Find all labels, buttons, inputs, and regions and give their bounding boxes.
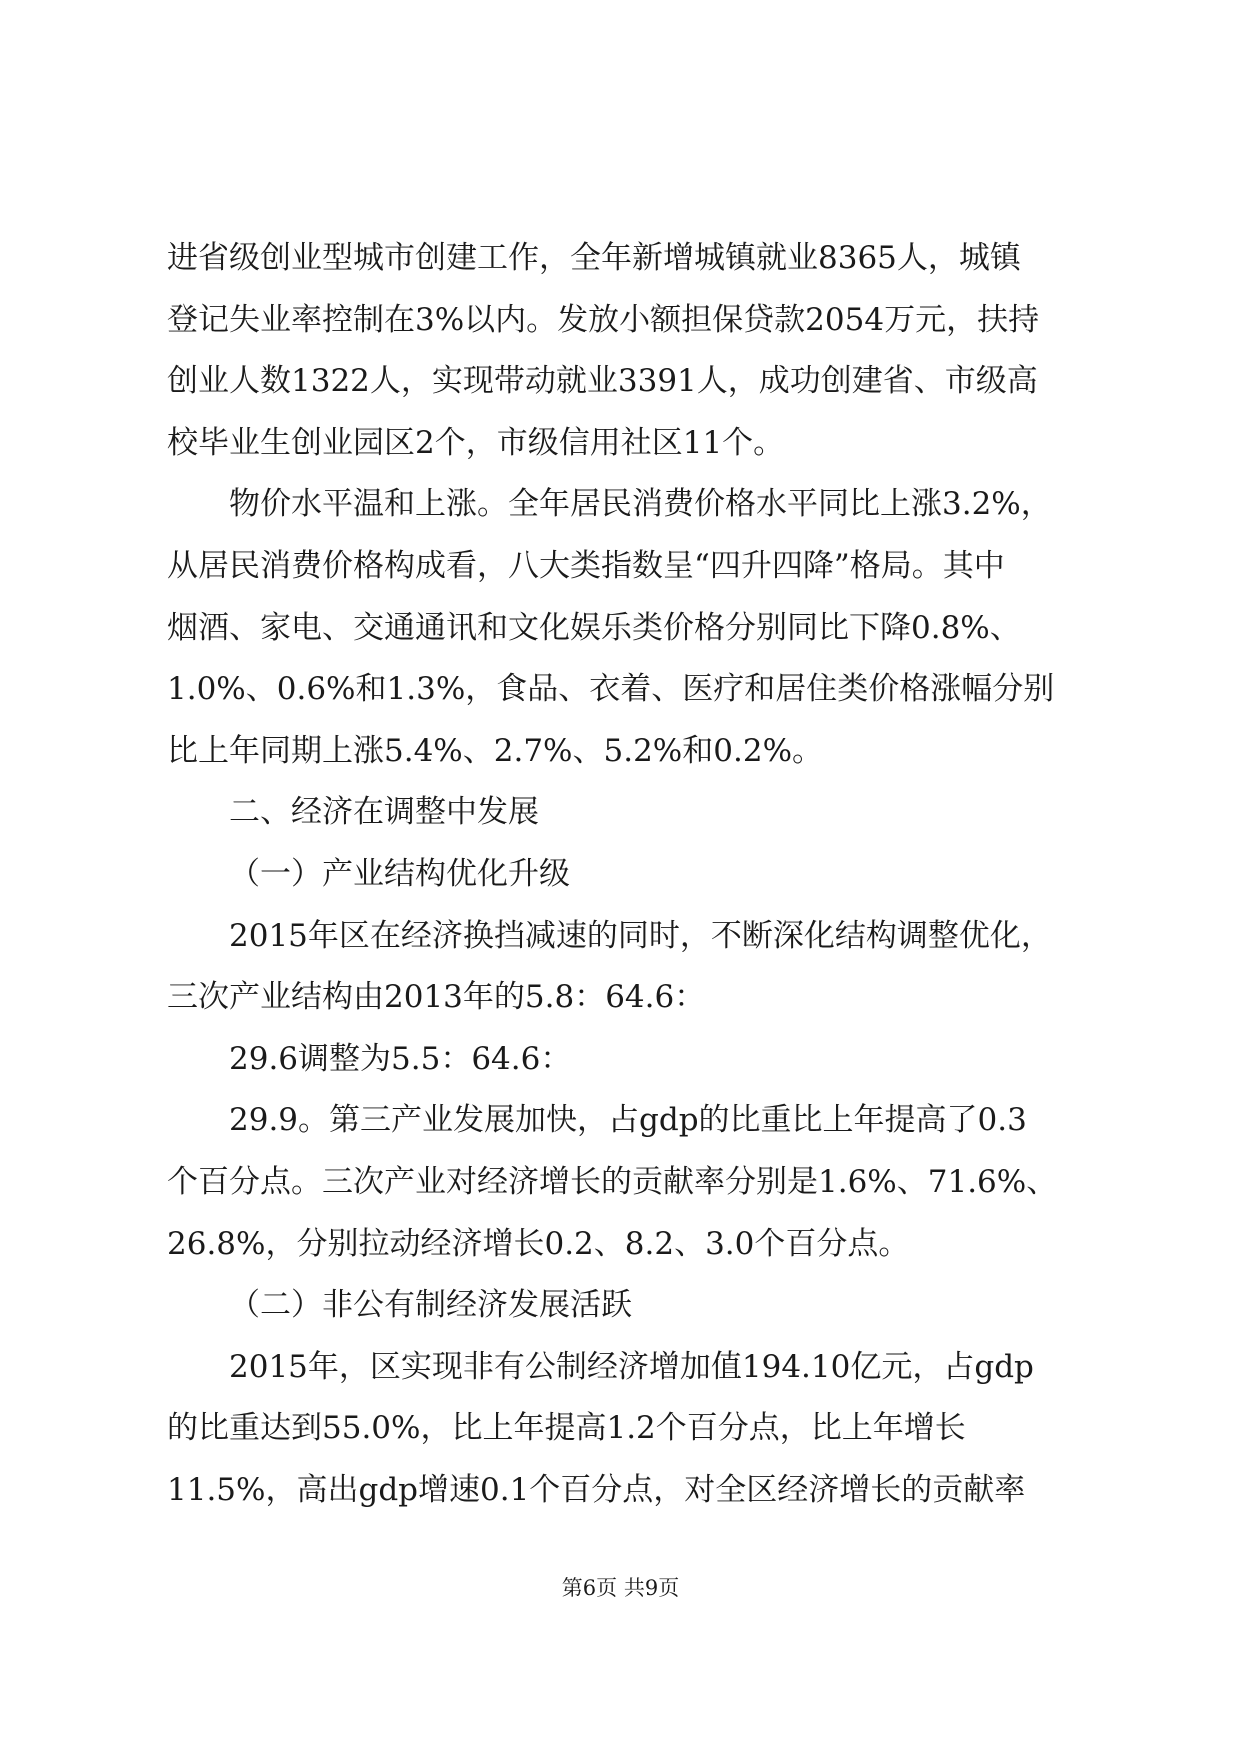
text-line: 2015年，区实现非有公制经济增加值194.10亿元，占gdp	[229, 1348, 1034, 1385]
text-line: 29.9。第三产业发展加快，占gdp的比重比上年提高了0.3	[229, 1102, 1027, 1139]
text-line: （二）非公有制经济发展活跃	[229, 1287, 632, 1324]
text-line: 创业人数1322人，实现带动就业3391人，成功创建省、市级高	[167, 363, 1038, 400]
text-line: 的比重达到55.0%，比上年提高1.2个百分点，比上年增长	[167, 1410, 966, 1447]
text-line: 比上年同期上涨5.4%、2.7%、5.2%和0.2%。	[167, 732, 824, 769]
document-body	[167, 228, 1087, 1521]
text-line: 物价水平温和上涨。全年居民消费价格水平同比上涨3.2%，	[229, 486, 1052, 523]
text-line: 11.5%，高出gdp增速0.1个百分点，对全区经济增长的贡献率	[167, 1471, 1026, 1508]
text-line: 个百分点。三次产业对经济增长的贡献率分别是1.6%、71.6%、	[167, 1163, 1058, 1200]
text-line: 烟酒、家电、交通通讯和文化娱乐类价格分别同比下降0.8%、	[167, 609, 1021, 646]
text-line: 校毕业生创业园区2个，市级信用社区11个。	[167, 424, 785, 461]
text-line: 三次产业结构由2013年的5.8：64.6：	[167, 979, 706, 1016]
text-line: 登记失业率控制在3%以内。发放小额担保贷款2054万元，扶持	[167, 301, 1040, 338]
text-line: 进省级创业型城市创建工作，全年新增城镇就业8365人，城镇	[167, 240, 1021, 276]
text-line: 1.0%、0.6%和1.3%，食品、衣着、医疗和居住类价格涨幅分别	[167, 671, 1055, 708]
text-line: 26.8%，分别拉动经济增长0.2、8.2、3.0个百分点。	[167, 1225, 910, 1262]
text-line: 二、经济在调整中发展	[229, 794, 539, 831]
text-line: 29.6调整为5.5：64.6：	[229, 1040, 572, 1077]
page-footer: 第6页 共9页	[561, 1576, 680, 1600]
text-line: 2015年区在经济换挡减速的同时，不断深化结构调整优化，	[229, 917, 1052, 954]
text-line: （一）产业结构优化升级	[229, 855, 570, 892]
text-line: 从居民消费价格构成看，八大类指数呈“四升四降”格局。其中	[167, 547, 1005, 584]
